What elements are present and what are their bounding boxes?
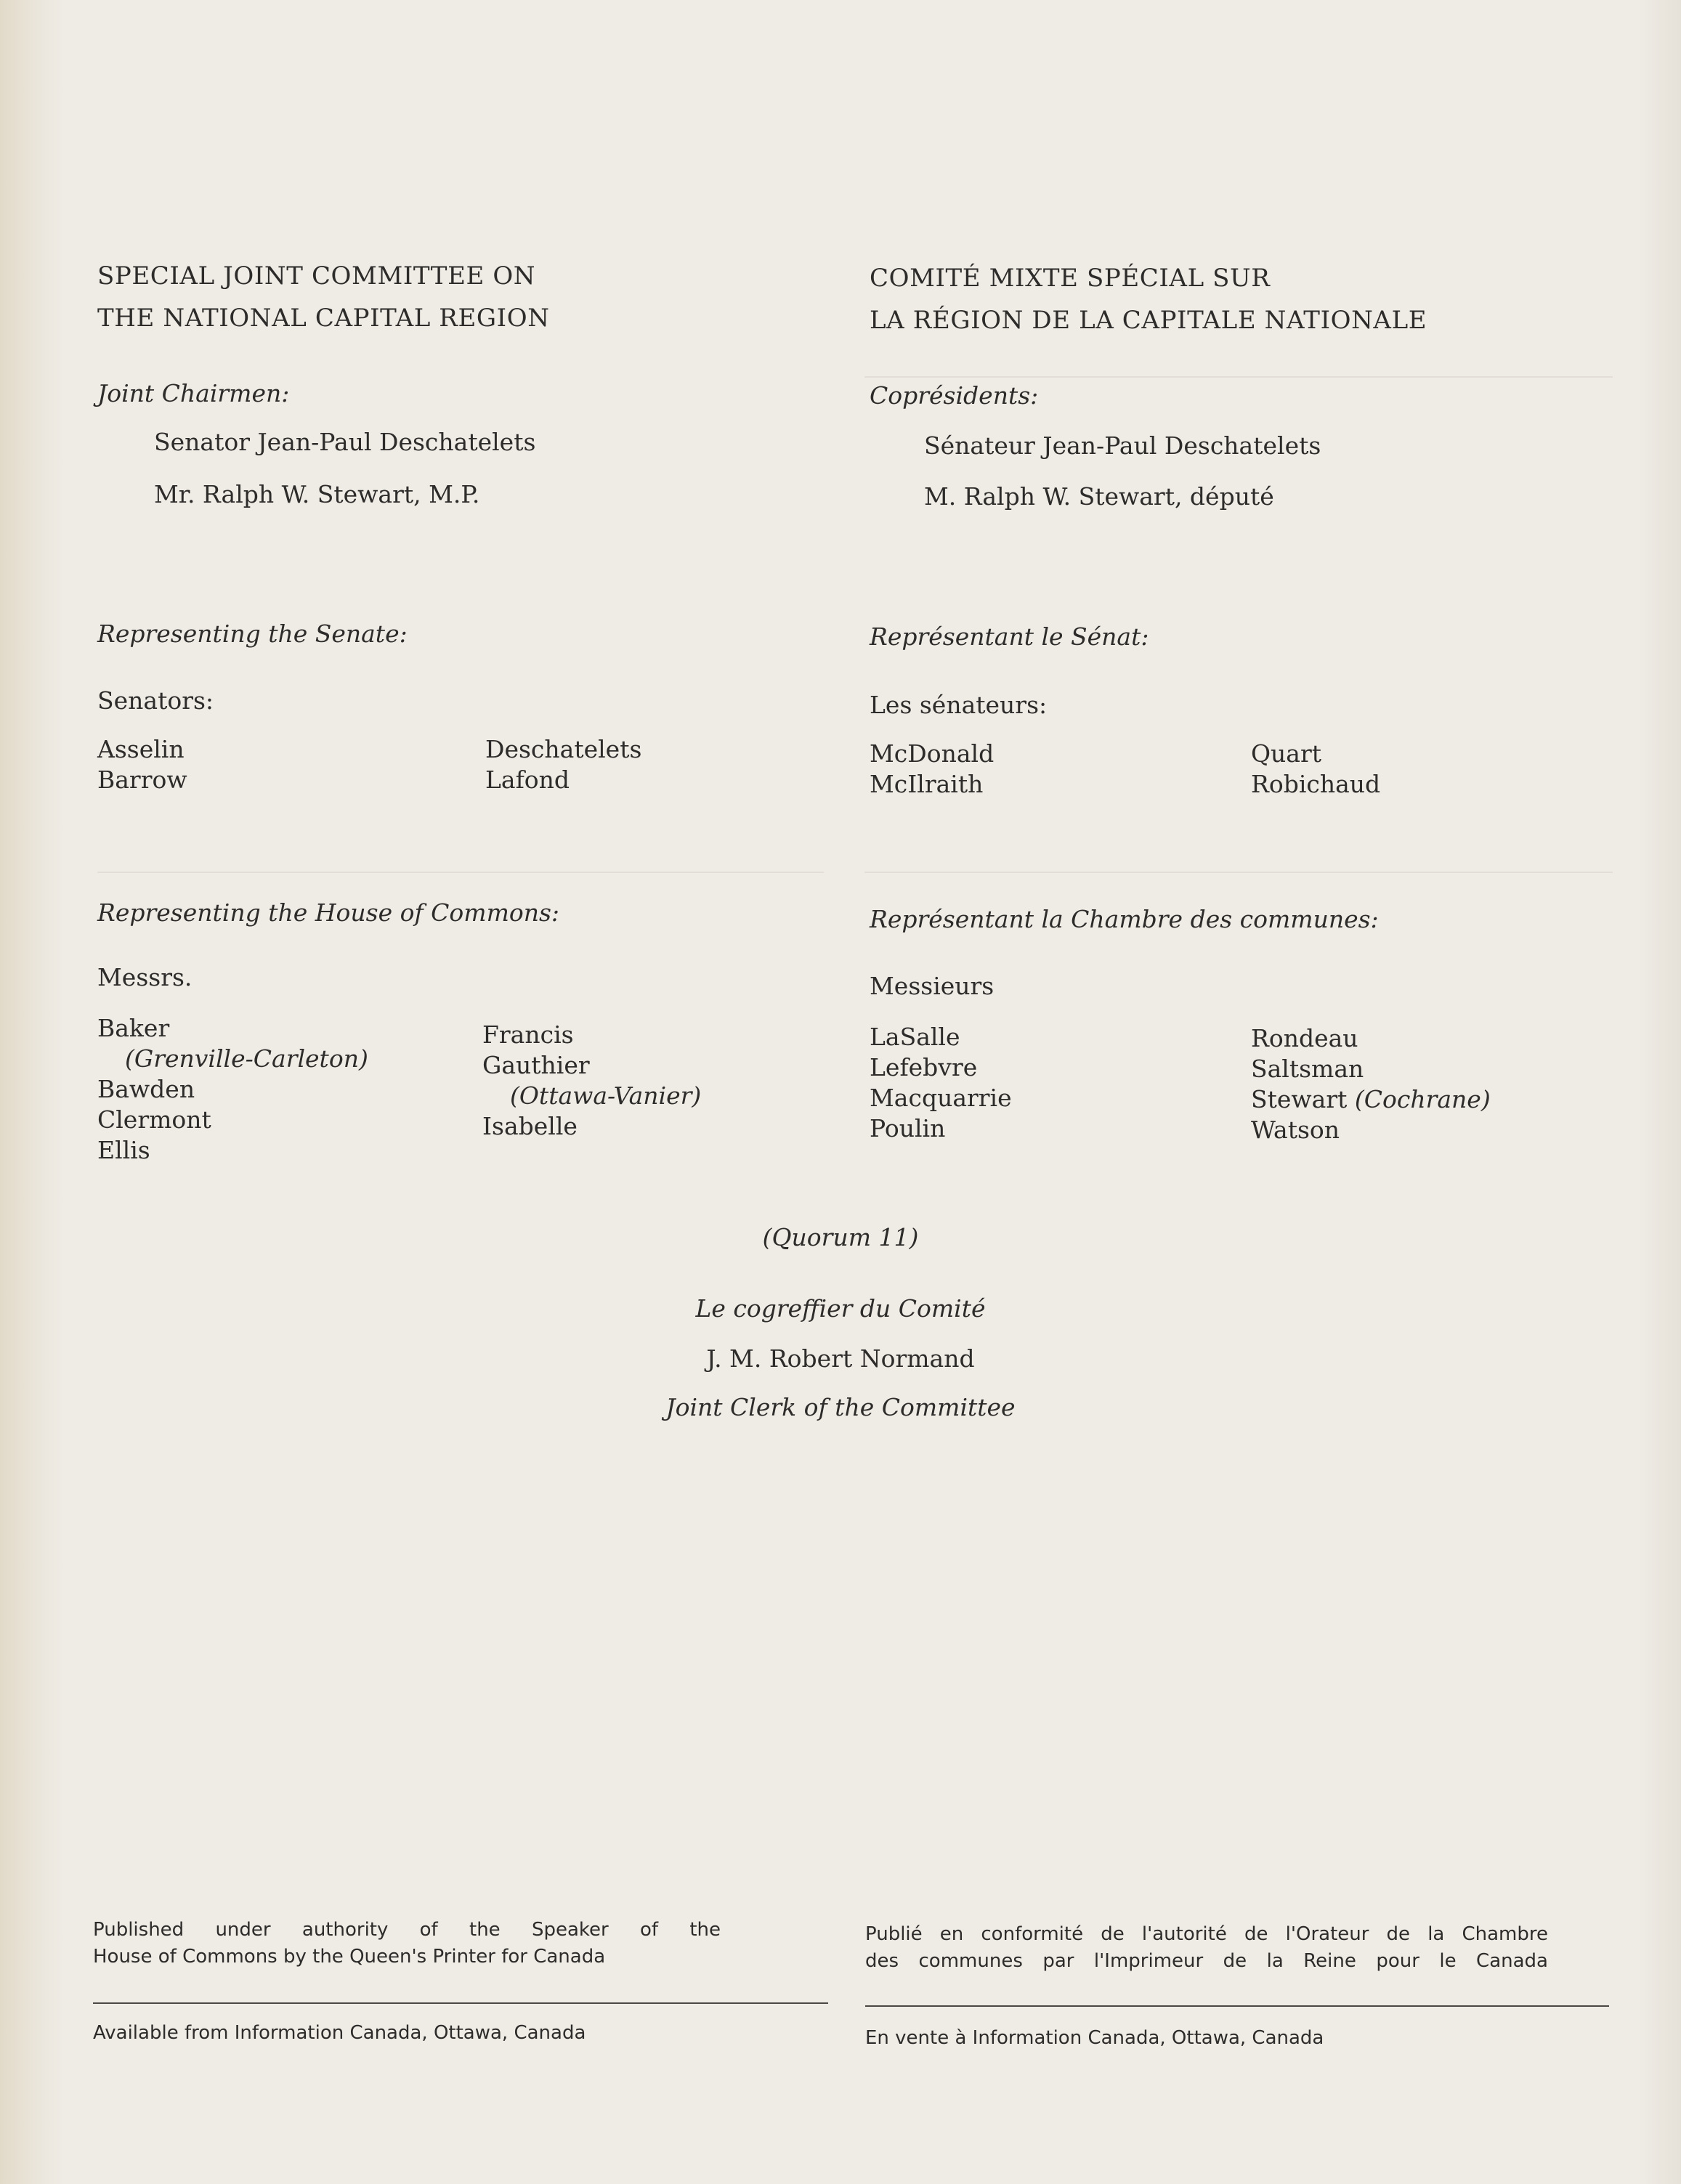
member-name [1251, 1084, 1491, 1115]
english-commons-col-2 [482, 1020, 701, 1142]
english-title-line-1: SPECIAL JOINT COMMITTEE ON [97, 261, 536, 291]
french-senators-label: Les sénateurs: [870, 691, 1048, 719]
english-senators-col-2 [485, 734, 641, 795]
member-name: Baker [97, 1014, 170, 1042]
member-name: Lefebvre [870, 1053, 978, 1081]
footer-rule-right [865, 2005, 1609, 2007]
french-senate-label: Représentant le Sénat: [870, 622, 1149, 651]
senator-name: McDonald [870, 739, 995, 768]
page-binding-edge [0, 0, 65, 2184]
senator-name: Robichaud [1251, 770, 1381, 798]
member-name: Isabelle [482, 1112, 578, 1140]
member-name: Poulin [870, 1114, 946, 1142]
messrs-label: Messrs. [97, 963, 193, 991]
member-riding: (Ottawa-Vanier) [510, 1081, 702, 1110]
english-availability: Available from Information Canada, Ottawa, Canada [93, 2022, 586, 2044]
english-commons-label: Representing the House of Commons: [97, 898, 560, 927]
member-name: Watson [1251, 1116, 1340, 1144]
messieurs-label: Messieurs [870, 972, 995, 1000]
member-name: Rondeau [1251, 1024, 1358, 1052]
french-commons-label: Représentant la Chambre des communes: [870, 905, 1379, 933]
joint-chairmen-label: Joint Chairmen: [97, 379, 290, 407]
english-committee-title [97, 255, 550, 339]
french-senators-col-1 [870, 739, 994, 800]
faint-separator-middle [864, 872, 1613, 873]
english-senators-col-1 [97, 734, 187, 795]
english-publication-line-1: Published under authority of the Speaker of the [93, 1919, 721, 1941]
senator-name: Asselin [97, 735, 185, 763]
copresident-2: M. Ralph W. Stewart, député [924, 482, 1274, 511]
member-riding: (Grenville-Carleton) [125, 1044, 368, 1073]
french-senators-col-2 [1251, 739, 1380, 800]
french-commons-col-2 [1251, 1023, 1491, 1145]
clerk-name: J. M. Robert Normand [706, 1344, 975, 1373]
footer-rule-left [93, 2002, 828, 2004]
faint-separator-left [97, 872, 824, 873]
french-title-line-1: COMITÉ MIXTE SPÉCIAL SUR [870, 264, 1271, 293]
member-name: Bawden [97, 1075, 195, 1103]
french-publication-line-2: des communes par l'Imprimeur de la Reine pour le Canada [865, 1950, 1548, 1972]
joint-chairman-1: Senator Jean-Paul Deschatelets [154, 428, 536, 456]
senator-name: McIlraith [870, 770, 984, 798]
english-senators-label: Senators: [97, 686, 214, 715]
member-name: Ellis [97, 1136, 150, 1164]
member-name: Saltsman [1251, 1055, 1364, 1083]
member-riding: (Cochrane) [1354, 1085, 1491, 1113]
french-publication-notice [865, 1921, 1548, 1975]
english-senate-label: Representing the Senate: [97, 620, 408, 648]
member-name: Macquarrie [870, 1084, 1012, 1112]
senator-name: Quart [1251, 739, 1322, 768]
french-title-line-2: LA RÉGION DE LA CAPITALE NATIONALE [870, 306, 1427, 335]
page-right-edge [1637, 0, 1681, 2184]
senator-name: Barrow [97, 766, 187, 794]
copresidents-label: Coprésidents: [870, 381, 1039, 410]
french-commons-col-1 [870, 1022, 1012, 1144]
member-name: Francis [482, 1020, 574, 1049]
member-surname: Stewart [1251, 1085, 1348, 1113]
member-name: Clermont [97, 1105, 211, 1134]
french-committee-title [870, 257, 1427, 341]
french-availability: En vente à Information Canada, Ottawa, Canada [865, 2027, 1324, 2049]
english-commons-col-1 [97, 1013, 368, 1166]
senator-name: Lafond [485, 766, 570, 794]
clerk-title-english: Joint Clerk of the Committee [665, 1393, 1016, 1421]
faint-separator-top [864, 376, 1613, 378]
french-publication-line-1: Publié en conformité de l'autorité de l'Orateur de la Chambre [865, 1923, 1548, 1945]
member-name: Gauthier [482, 1051, 590, 1079]
clerk-title-french: Le cogreffier du Comité [695, 1294, 986, 1323]
joint-chairman-2: Mr. Ralph W. Stewart, M.P. [154, 480, 480, 508]
english-publication-notice [93, 1917, 721, 1970]
english-publication-line-2: House of Commons by the Queen's Printer for Canada [93, 1946, 606, 1968]
member-name: LaSalle [870, 1023, 960, 1051]
quorum: (Quorum 11) [762, 1223, 919, 1251]
english-title-line-2: THE NATIONAL CAPITAL REGION [97, 304, 550, 333]
copresident-1: Sénateur Jean-Paul Deschatelets [924, 431, 1321, 460]
senator-name: Deschatelets [485, 735, 642, 763]
